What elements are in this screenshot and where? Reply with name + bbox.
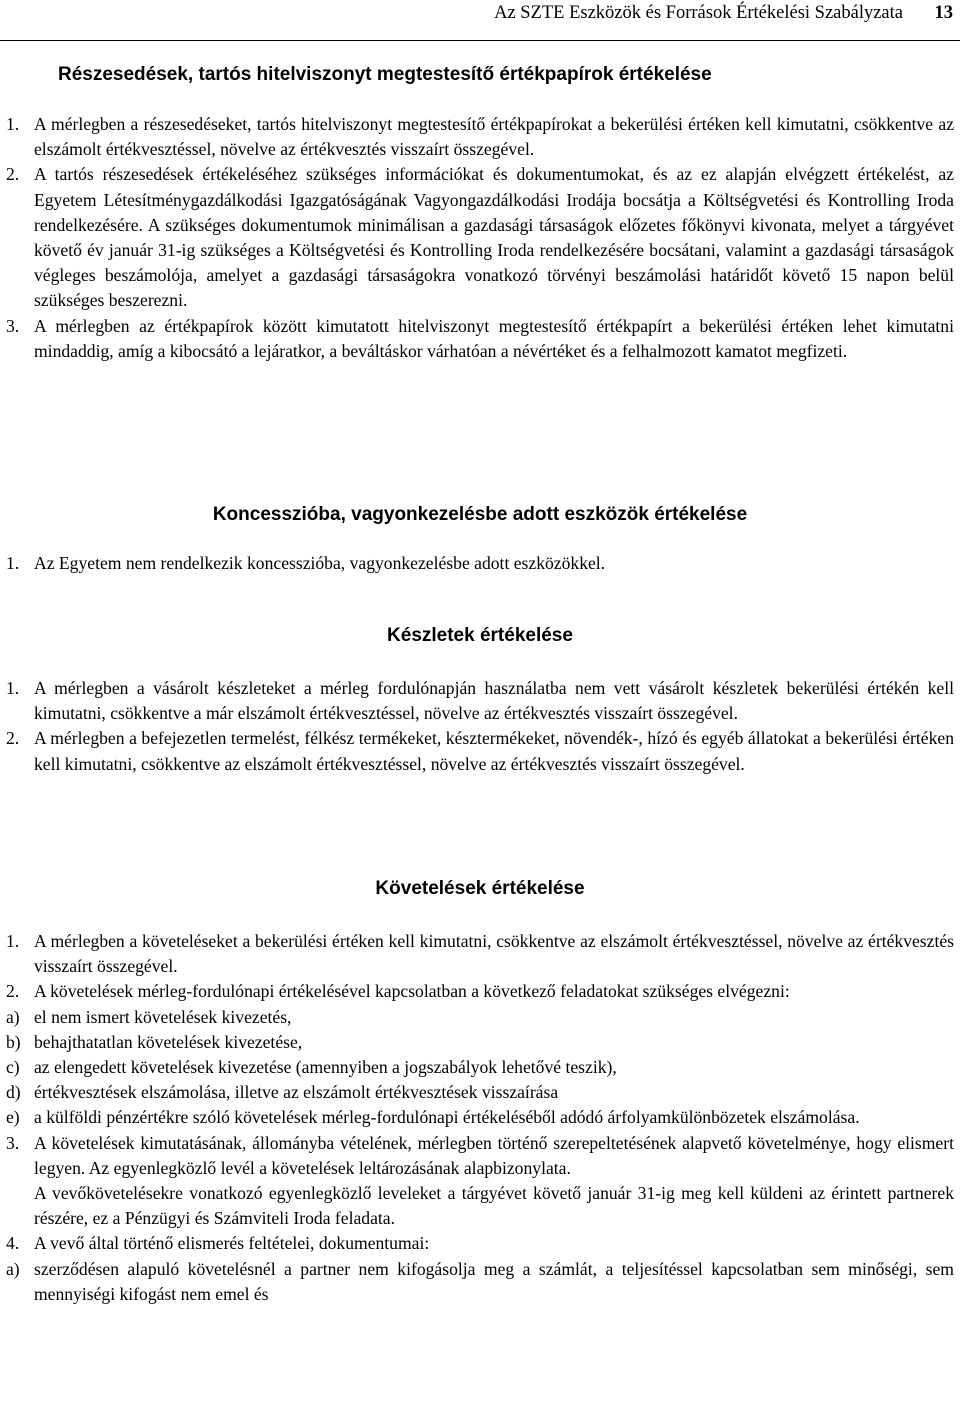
section-participations-list [6,112,954,364]
sub-item [6,1055,954,1080]
sub-item [6,1080,954,1105]
item-number: 4. [6,1233,20,1254]
page-header [0,0,960,41]
sub-item-text: értékvesztések elszámolása, illetve az elszámolt értékvesztések visszaírása [34,1082,559,1103]
item-number: 3. [6,315,20,336]
list-item [6,676,954,726]
list-item [6,1231,954,1307]
sub-item-text: az elengedett követelések kivezetése (amennyiben a jogszabályok lehetővé teszik), [34,1057,617,1078]
sub-item-letter: a) [6,1258,20,1279]
list-item [6,551,954,576]
list-item [6,162,954,313]
sub-item [6,1105,954,1130]
page-number: 13 [934,3,953,23]
section-heading-inventory: Készletek értékelése [387,625,573,646]
item-number: 1. [6,678,20,698]
sub-list [6,1005,954,1131]
section-concession-list [6,551,954,576]
sub-item-text: behajthatatlan követelések kivezetése, [34,1031,303,1052]
list-item [6,726,954,776]
item-number: 3. [6,1132,20,1153]
sub-item-letter: c) [6,1057,20,1078]
sub-list [6,1257,954,1307]
item-number: 1. [6,114,20,134]
sub-item-text: el nem ismert követelések kivezetés, [34,1006,292,1027]
sub-item [6,1030,954,1055]
list-item [6,929,954,979]
list-item [6,314,954,364]
sub-item [6,1257,954,1307]
sub-item-letter: b) [6,1031,21,1052]
sub-item-text: szerződésen alapuló követelésnél a partner nem kifogásolja meg a számlát, a teljesítéssel kapcsolatban sem minőségi, sem mennyiségi kifogást nem emel és [34,1258,954,1304]
item-number: 1. [6,553,20,573]
item-text: A mérlegben az értékpapírok között kimutatott hitelviszonyt megtestesítő értékpapírt a bekerülési értéken lehet kimutatni mindaddig, amíg a kibocsátó a lejáratkor, a beváltáskor várhatóan a névértéket és a felhalmozott kamatot megfizeti. [34,315,954,361]
item-continuation-text: A vevőkövetelésekre vonatkozó egyenlegközlő leveleket a tárgyévet követő január 31-ig meg kell küldeni az érintett partnerek részére, ez a Pénzügyi és Számviteli Iroda feladata. [34,1183,954,1229]
section-heading-concession: Koncesszióba, vagyonkezelésbe adott eszközök értékelése [212,504,748,525]
item-number: 2. [6,981,20,1002]
section-receivables-list [6,929,954,1307]
item-text: A követelések mérleg-fordulónapi értékelésével kapcsolatban a következő feladatokat szükséges elvégezni: [34,981,790,1002]
item-text: A követelések kimutatásának, állományba vételének, mérlegben történő szerepeltetésének alapvető követelménye, hogy elismert legyen. Az egyenlegközlő levél a követelések leltározásának alapbizonylata. [34,1132,954,1178]
section-heading-participations: Részesedések, tartós hitelviszonyt megtestesítő értékpapírok értékelése [58,64,712,85]
item-text: A tartós részesedések értékeléséhez szükséges információkat és dokumentumokat, és az ez alapján elvégzett értékelést, az Egyetem Létesítménygazdálkodási Igazgatóságának Vagyongazdálkodási Irodája bocsátja a Költségvetési és Kontrolling Iroda rendelkezésére. A szükséges dokumentumok minimálisan a gazdasági társaságok előzetes főkönyvi kivonata, melyet a tárgyévet követő év január 31-ig szükséges a Költségvetési és Kontrolling Iroda rendelkezésére bocsátani, valamint a gazdasági társaságok végleges beszámolója, amelyet a gazdasági társaságokra vonatkozó törvényi beszámolási határidőt követő 15 napon belül szükséges beszerezni. [34,164,954,311]
sub-item-letter: a) [6,1006,20,1027]
list-item [6,112,954,162]
item-text: A mérlegben a részesedéseket, tartós hitelviszonyt megtestesítő értékpapírokat a bekerülési értéken kell kimutatni, csökkentve az elszámolt értékvesztéssel, növelve az értékvesztés visszaírt összegével. [34,114,954,160]
document-title: Az SZTE Eszközök és Források Értékelési Szabályzata [494,3,903,23]
item-number: 1. [6,931,20,951]
section-heading-receivables: Követelések értékelése [375,878,585,899]
item-text: Az Egyetem nem rendelkezik koncesszióba, vagyonkezelésbe adott eszközökkel. [34,553,606,573]
item-number: 2. [6,164,20,185]
list-item [6,979,954,1130]
sub-item-letter: d) [6,1082,21,1103]
item-text: A mérlegben a vásárolt készleteket a mérleg fordulónapján használatba nem vett vásárolt készletek bekerülési értékén kell kimutatni, csökkentve a már elszámolt értékvesztéssel, növelve az értékvesztés visszaírt összegével. [34,678,954,724]
item-text: A mérlegben a befejezetlen termelést, félkész termékeket, késztermékeket, növendék-, hízó és egyéb állatokat a bekerülési értéken kell kimutatni, csökkentve az elszámolt értékvesztéssel, növelve az értékvesztés visszaírt összegével. [34,728,954,774]
item-text: A mérlegben a követeléseket a bekerülési értéken kell kimutatni, csökkentve az elszámolt értékvesztéssel, növelve az értékvesztés visszaírt összegével. [34,931,954,977]
sub-item [6,1005,954,1030]
section-inventory-list [6,676,954,777]
item-number: 2. [6,728,20,749]
sub-item-letter: e) [6,1107,20,1128]
list-item [6,1131,954,1232]
item-text: A vevő által történő elismerés feltételei, dokumentumai: [34,1233,430,1254]
sub-item-text: a külföldi pénzértékre szóló követelések mérleg-fordulónapi értékeléséből adódó árfolyamkülönbözetek elszámolása. [34,1107,860,1128]
